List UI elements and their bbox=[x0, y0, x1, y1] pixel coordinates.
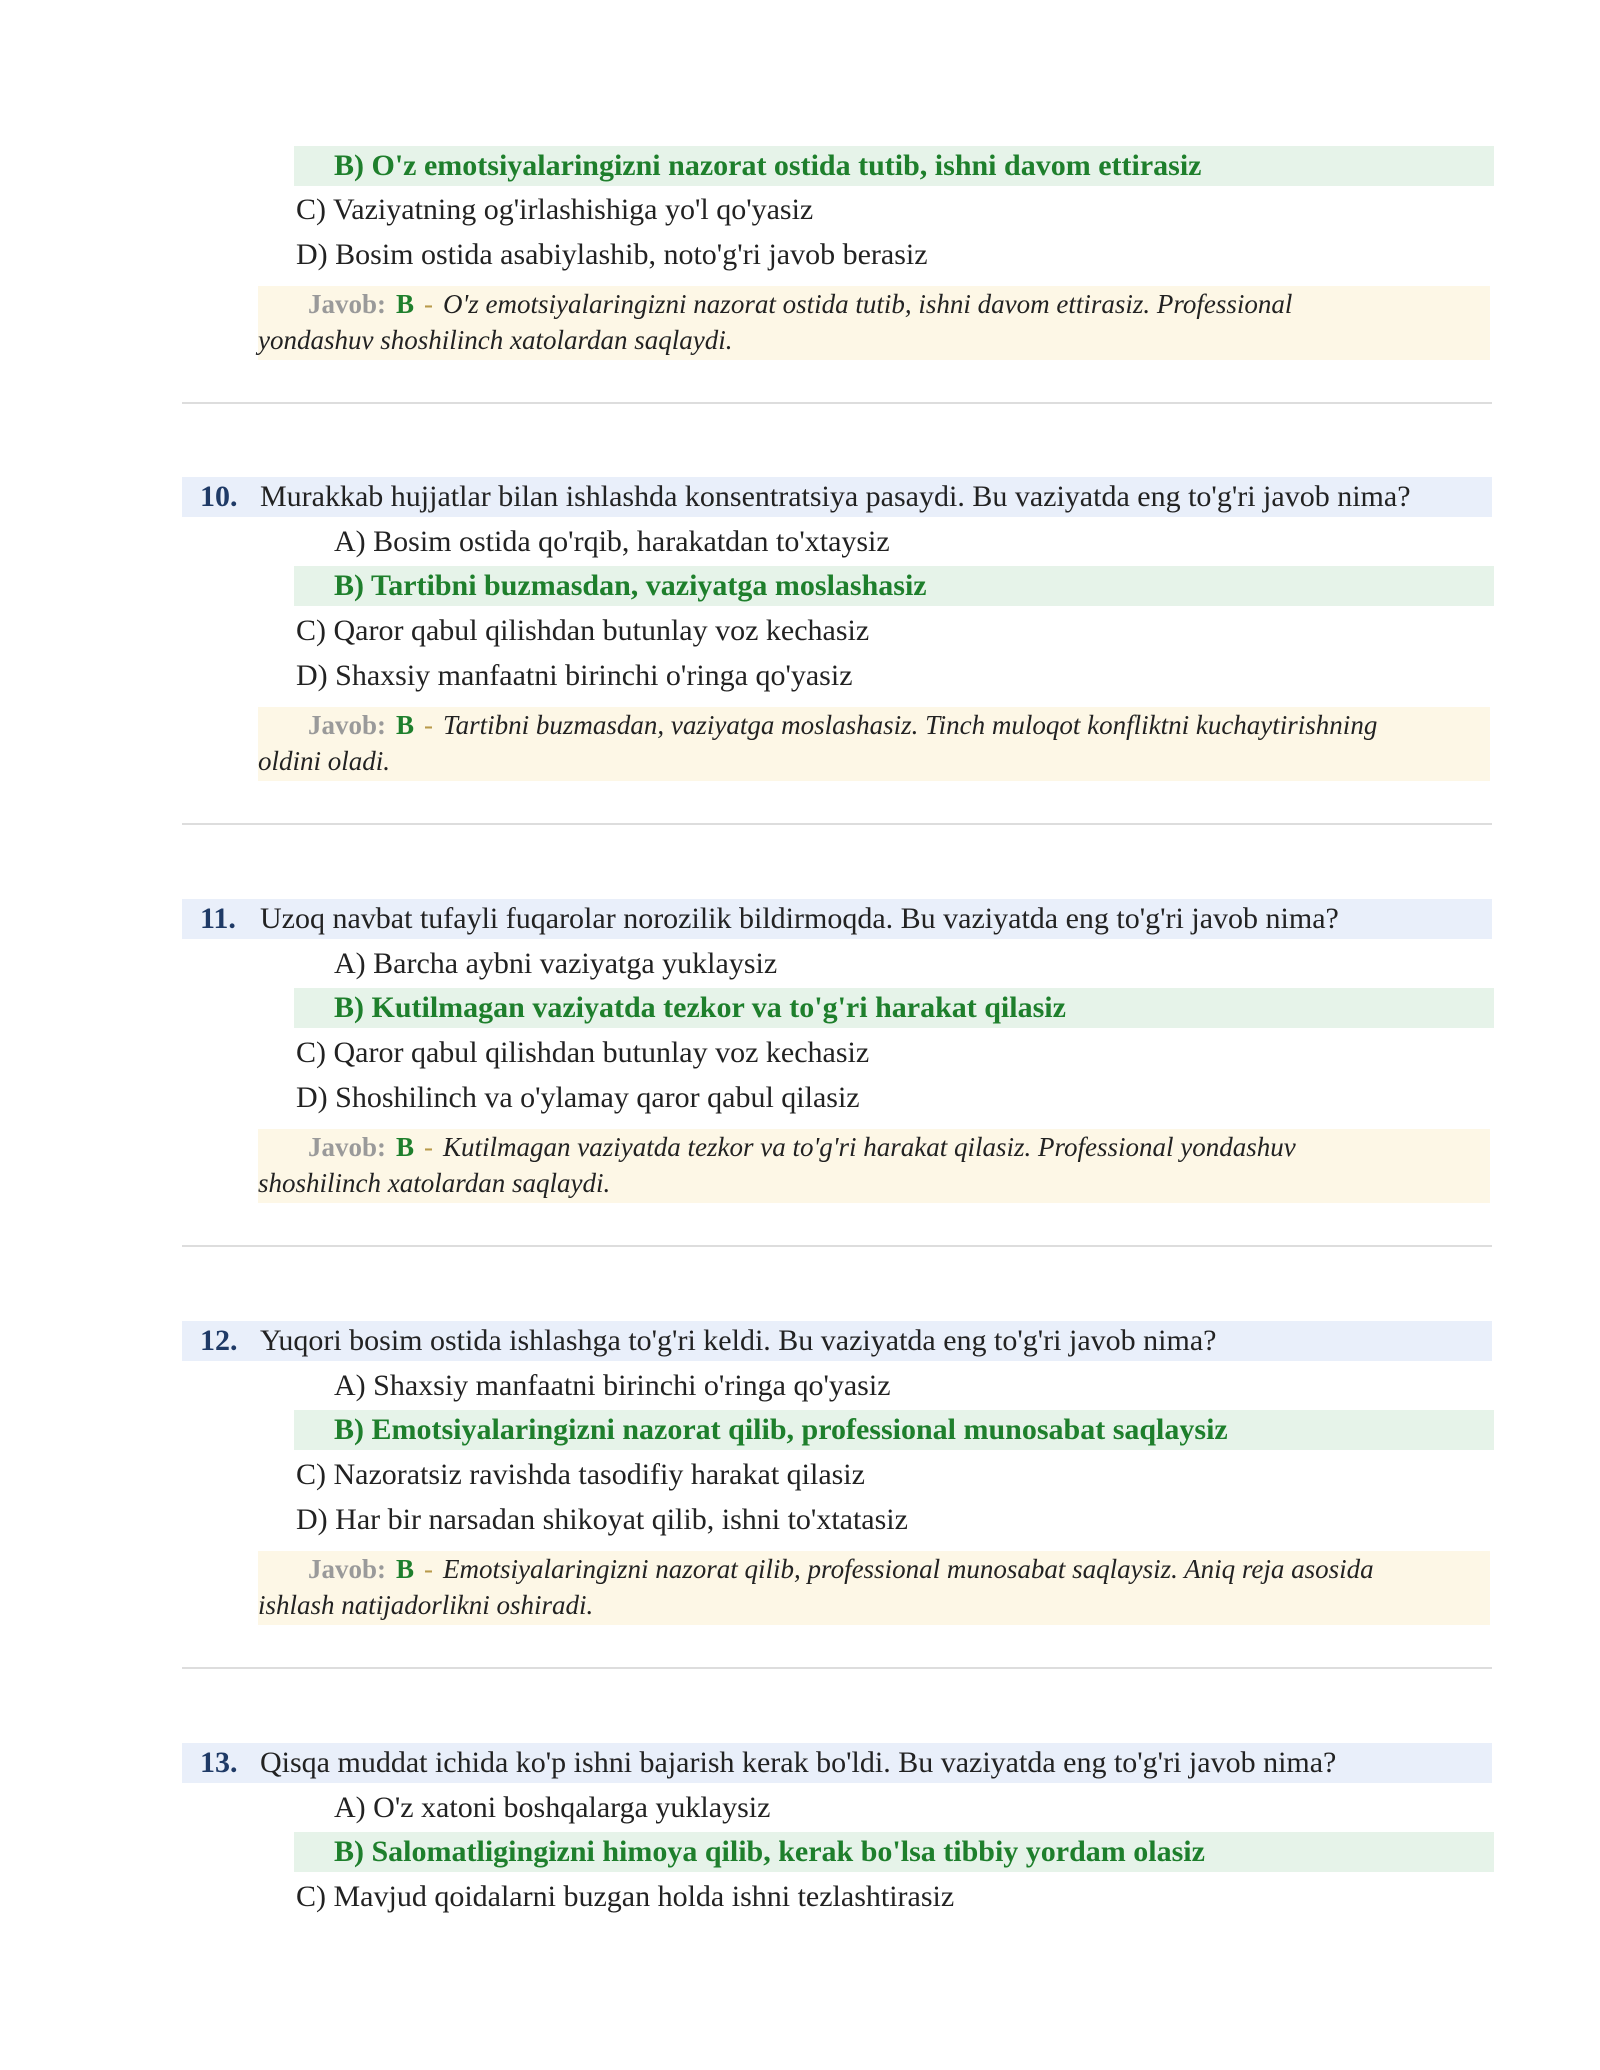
option-c[interactable]: C) Vaziyatning og'irlashishiga yo'l qo'yasiz bbox=[296, 193, 814, 226]
answer-label: Javob: bbox=[308, 289, 387, 319]
answer-explanation-2: yondashuv shoshilinch xatolardan saqlaydi. bbox=[258, 325, 733, 355]
question-header bbox=[182, 1321, 1492, 1361]
answer-line-1 bbox=[258, 286, 1470, 322]
correct-option[interactable]: B) Kutilmagan vaziyatda tezkor va to'g'ri harakat qilasiz bbox=[294, 988, 1494, 1028]
option-d[interactable]: D) Shoshilinch va o'ylamay qaror qabul qilasiz bbox=[296, 1081, 860, 1114]
answer-dash: - bbox=[424, 289, 434, 319]
answer-explanation-2: shoshilinch xatolardan saqlaydi. bbox=[258, 1168, 611, 1198]
answer-explanation-1: Kutilmagan vaziyatda tezkor va to'g'ri harakat qilasiz. Professional yondashuv bbox=[443, 1132, 1296, 1162]
answer-label: Javob: bbox=[308, 710, 387, 740]
option-a[interactable]: A) Shaxsiy manfaatni birinchi o'ringa qo'yasiz bbox=[334, 1369, 891, 1402]
question-number: 12. bbox=[200, 1324, 238, 1357]
answer-box bbox=[258, 1551, 1490, 1625]
answer-dash: - bbox=[424, 710, 434, 740]
correct-option[interactable]: B) O'z emotsiyalaringizni nazorat ostida tutib, ishni davom ettirasiz bbox=[294, 146, 1494, 186]
question-header bbox=[182, 899, 1492, 939]
answer-line-1 bbox=[258, 1129, 1470, 1165]
question-text: Yuqori bosim ostida ishlashga to'g'ri keldi. Bu vaziyatda eng to'g'ri javob nima? bbox=[260, 1324, 1217, 1357]
answer-explanation-1: Tartibni buzmasdan, vaziyatga moslashasiz. Tinch muloqot konfliktni kuchaytirishning bbox=[443, 710, 1378, 740]
question-number: 11. bbox=[200, 902, 236, 935]
question-number: 13. bbox=[200, 1746, 238, 1779]
option-c[interactable]: C) Qaror qabul qilishdan butunlay voz kechasiz bbox=[296, 1036, 870, 1069]
divider bbox=[182, 402, 1492, 404]
answer-letter: B bbox=[396, 1132, 415, 1162]
answer-explanation-1: O'z emotsiyalaringizni nazorat ostida tutib, ishni davom ettirasiz. Professional bbox=[443, 289, 1293, 319]
question-text: Uzoq navbat tufayli fuqarolar norozilik bildirmoqda. Bu vaziyatda eng to'g'ri javob nima? bbox=[260, 902, 1339, 935]
answer-explanation-1: Emotsiyalaringizni nazorat qilib, professional munosabat saqlaysiz. Aniq reja asosida bbox=[443, 1554, 1374, 1584]
option-a[interactable]: A) Bosim ostida qo'rqib, harakatdan to'xtaysiz bbox=[334, 525, 890, 558]
answer-explanation-2: oldini oladi. bbox=[258, 746, 391, 776]
option-d[interactable]: D) Bosim ostida asabiylashib, noto'g'ri javob berasiz bbox=[296, 238, 928, 271]
option-c[interactable]: C) Mavjud qoidalarni buzgan holda ishni tezlashtirasiz bbox=[296, 1880, 955, 1913]
divider bbox=[182, 1667, 1492, 1669]
option-c[interactable]: C) Qaror qabul qilishdan butunlay voz kechasiz bbox=[296, 614, 870, 647]
question-header bbox=[182, 477, 1492, 517]
answer-letter: B bbox=[396, 710, 415, 740]
question-number: 10. bbox=[200, 480, 238, 513]
question-text: Murakkab hujjatlar bilan ishlashda konsentratsiya pasaydi. Bu vaziyatda eng to'g'ri javob nima? bbox=[260, 480, 1411, 513]
correct-option[interactable]: B) Tartibni buzmasdan, vaziyatga moslashasiz bbox=[294, 566, 1494, 606]
answer-box bbox=[258, 286, 1490, 360]
answer-letter: B bbox=[396, 1554, 415, 1584]
divider bbox=[182, 823, 1492, 825]
question-text: Qisqa muddat ichida ko'p ishni bajarish kerak bo'ldi. Bu vaziyatda eng to'g'ri javob nima? bbox=[260, 1746, 1337, 1779]
answer-letter: B bbox=[396, 289, 415, 319]
divider bbox=[182, 1245, 1492, 1247]
option-d[interactable]: D) Shaxsiy manfaatni birinchi o'ringa qo'yasiz bbox=[296, 659, 853, 692]
option-d[interactable]: D) Har bir narsadan shikoyat qilib, ishni to'xtatasiz bbox=[296, 1503, 908, 1536]
answer-label: Javob: bbox=[308, 1554, 387, 1584]
answer-explanation-2: ishlash natijadorlikni oshiradi. bbox=[258, 1590, 594, 1620]
answer-dash: - bbox=[424, 1132, 434, 1162]
question-header bbox=[182, 1743, 1492, 1783]
option-a[interactable]: A) O'z xatoni boshqalarga yuklaysiz bbox=[334, 1791, 771, 1824]
answer-line-1 bbox=[258, 1551, 1470, 1587]
answer-line-1 bbox=[258, 707, 1470, 743]
answer-label: Javob: bbox=[308, 1132, 387, 1162]
answer-box bbox=[258, 707, 1490, 781]
correct-option[interactable]: B) Emotsiyalaringizni nazorat qilib, professional munosabat saqlaysiz bbox=[294, 1410, 1494, 1450]
answer-box bbox=[258, 1129, 1490, 1203]
correct-option[interactable]: B) Salomatligingizni himoya qilib, kerak bo'lsa tibbiy yordam olasiz bbox=[294, 1832, 1494, 1872]
option-c[interactable]: C) Nazoratsiz ravishda tasodifiy harakat qilasiz bbox=[296, 1458, 865, 1491]
option-a[interactable]: A) Barcha aybni vaziyatga yuklaysiz bbox=[334, 947, 778, 980]
answer-dash: - bbox=[424, 1554, 434, 1584]
